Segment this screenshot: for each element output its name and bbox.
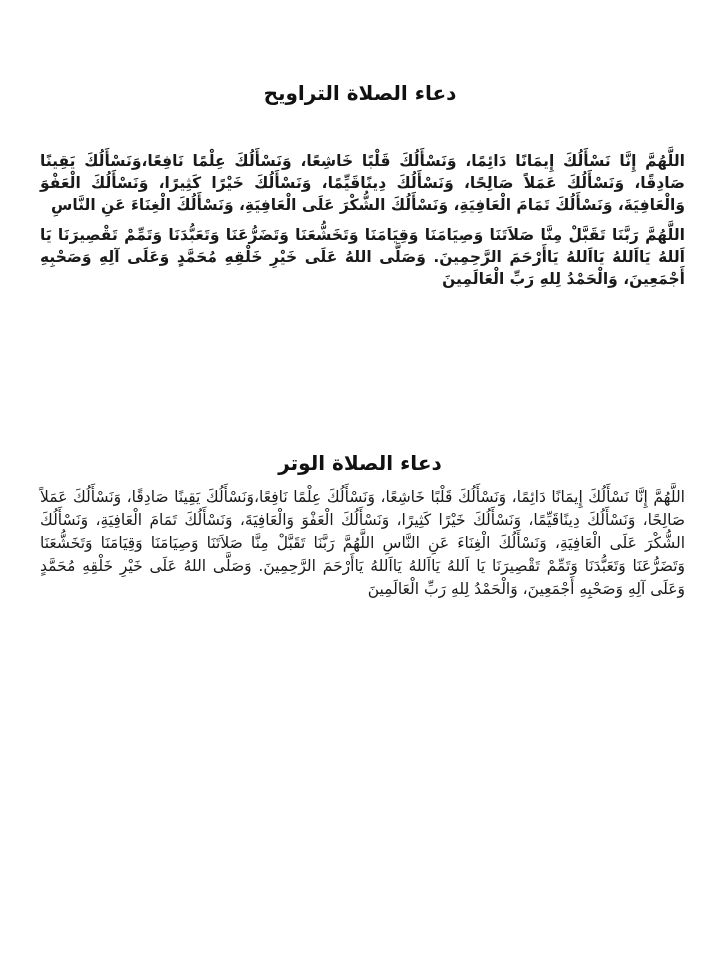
witr-dua-body (40, 486, 685, 601)
section-title-tarawih: دعاء الصلاة التراويح (263, 81, 457, 105)
tarawih-dua-body (40, 150, 685, 290)
witr-dua-paragraph: اللَّهُمَّ إِنَّا نَسْأَلُكَ إِيمَانًا دَائِمًا، وَنَسْأَلُكَ قَلْبًا خَاشِعًا، وَنَسْأَلُكَ عِلْمًا نَافِعًا،وَنَسْأَلُكَ يَقِينًا صَادِقًا، وَنَسْأَلُكَ عَمَلاً صَالِحًا، وَنَسْأَلُكَ دِينًاقَيِّمًا، وَنَسْأَلُكَ خَيْرًا كَثِيرًا، وَنَسْأَلُكَ الْعَفْوَ وَالْعَافِيَةَ، وَنَسْأَلُكَ تَمَامَ الْعَافِيَةِ، وَنَسْأَلُكَ الشُّكْرَ عَلَى الْعَافِيَةِ، وَنَسْأَلُكَ الْغِنَاءَ عَنِ النَّاسِ اللَّهُمَّ رَبَّنَا تَقَبَّلْ مِنَّا صَلاَتَنَا وَصِيَامَنَا وَقِيَامَنَا وَتَخَشُّعَنَا وَتَضَرُّعَنَا وَتَعَبُّدَنَا وَتَمِّمْ تَقْصِيرَنَا يَا اَللهُ يَااَللهُ يَااَللهُ يَاأَرْحَمَ الرَّحِمِينَ. وَصَلَّى اللهُ عَلَى خَيْرِ خَلْقِهِ مُحَمَّدٍ وَعَلَى آلِهِ وَصَحْبِهِ أَجْمَعِينَ، وَالْحَمْدُ لِلهِ رَبِّ الْعَالَمِينَ (40, 488, 685, 598)
tarawih-dua-paragraph-1: اللَّهُمَّ إِنَّا نَسْأَلُكَ إِيمَانًا دَائِمًا، وَنَسْأَلُكَ قَلْبًا خَاشِعًا، وَنَسْأَلُكَ عِلْمًا نَافِعًا،وَنَسْأَلُكَ يَقِينًا صَادِقًا، وَنَسْأَلُكَ عَمَلاً صَالِحًا، وَنَسْأَلُكَ دِينًاقَيِّمًا، وَنَسْأَلُكَ خَيْرًا كَثِيرًا، وَنَسْأَلُكَ الْعَفْوَ وَالْعَافِيَةَ، وَنَسْأَلُكَ تَمَامَ الْعَافِيَةِ، وَنَسْأَلُكَ الشُّكْرَ عَلَى الْعَافِيَةِ، وَنَسْأَلُكَ الْغِنَاءَ عَنِ النَّاسِ (40, 152, 685, 214)
section-title-witr: دعاء الصلاة الوتر (278, 451, 442, 475)
tarawih-dua-paragraph-2: اللَّهُمَّ رَبَّنَا تَقَبَّلْ مِنَّا صَلاَتَنَا وَصِيَامَنَا وَقِيَامَنَا وَتَخَشُّعَنَا وَتَضَرُّعَنَا وَتَعَبُّدَنَا وَتَمِّمْ تَقْصِيرَنَا يَا اَللهُ يَااَللهُ يَااَللهُ يَاأَرْحَمَ الرَّحِمِينَ. وَصَلَّى اللهُ عَلَى خَيْرِ خَلْقِهِ مُحَمَّدٍ وَعَلَى آلِهِ وَصَحْبِهِ أَجْمَعِينَ، وَالْحَمْدُ لِلهِ رَبِّ الْعَالَمِينَ (40, 226, 685, 288)
